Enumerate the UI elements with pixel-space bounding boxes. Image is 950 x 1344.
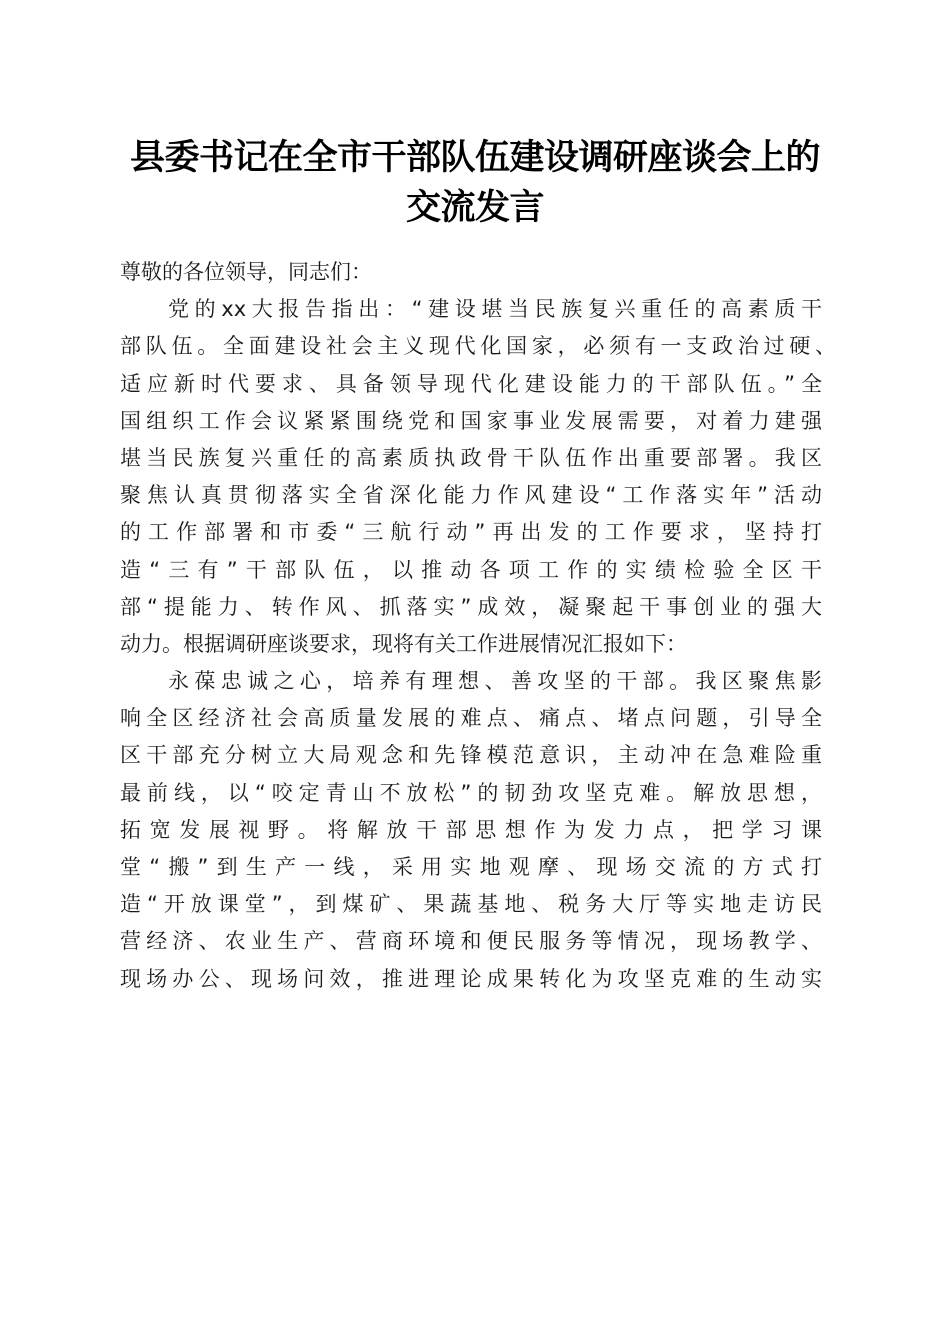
text-line: 现场办公、现场问效，推进理论成果转化为攻坚克难的生动实 (120, 966, 822, 991)
text-line: 拓宽发展视野。将解放干部思想作为发力点，把学习课 (120, 817, 822, 842)
text-line: 响全区经济社会高质量发展的难点、痛点、堵点问题，引导全 (120, 706, 822, 731)
text-line: 的工作部署和市委“三航行动”再出发的工作要求，坚持打 (120, 520, 822, 545)
salutation: 尊敬的各位领导，同志们： (120, 260, 372, 284)
text-line: 营经济、农业生产、营商环境和便民服务等情况，现场教学、 (120, 929, 822, 954)
title-line-1: 县委书记在全市干部队伍建设调研座谈会上的 (129, 137, 820, 178)
text-line: 永葆忠诚之心，培养有理想、善攻坚的干部。我区聚焦影 (168, 669, 822, 694)
text-line: 堪当民族复兴重任的高素质执政骨干队伍作出重要部署。我区 (120, 445, 822, 470)
paragraph-2 (120, 663, 822, 998)
text-line: 部队伍。全面建设社会主义现代化国家，必须有一支政治过硬、 (120, 334, 836, 359)
text-line: 堂“搬”到生产一线，采用实地观摩、现场交流的方式打 (120, 855, 822, 879)
text-line: 国组织工作会议紧紧围绕党和国家事业发展需要，对着力建强 (120, 408, 822, 433)
document-body (120, 254, 836, 998)
text-line: 动力。根据调研座谈要求，现将有关工作进展情况汇报如下： (120, 631, 687, 656)
paragraph-1 (120, 291, 836, 663)
text-line: 部“提能力、转作风、抓落实”成效，凝聚起干事创业的强大 (120, 594, 822, 619)
title-line-2: 交流发言 (405, 187, 544, 228)
text-line: 聚焦认真贯彻落实全省深化能力作风建设“工作落实年”活动 (120, 483, 822, 508)
text-line: 区干部充分树立大局观念和先锋模范意识，主动冲在急难险重 (120, 743, 822, 768)
text-line: 党的xx大报告指出：“建设堪当民族复兴重任的高素质干 (168, 297, 822, 322)
document-title (100, 133, 850, 233)
text-line: 最前线，以“咬定青山不放松”的韧劲攻坚克难。解放思想， (120, 780, 822, 805)
text-line: 造“三有”干部队伍，以推动各项工作的实绩检验全区干 (120, 557, 822, 582)
text-line: 造“开放课堂”，到煤矿、果蔬基地、税务大厅等实地走访民 (120, 892, 822, 917)
text-line: 适应新时代要求、具备领导现代化建设能力的干部队伍。”全 (120, 371, 822, 396)
